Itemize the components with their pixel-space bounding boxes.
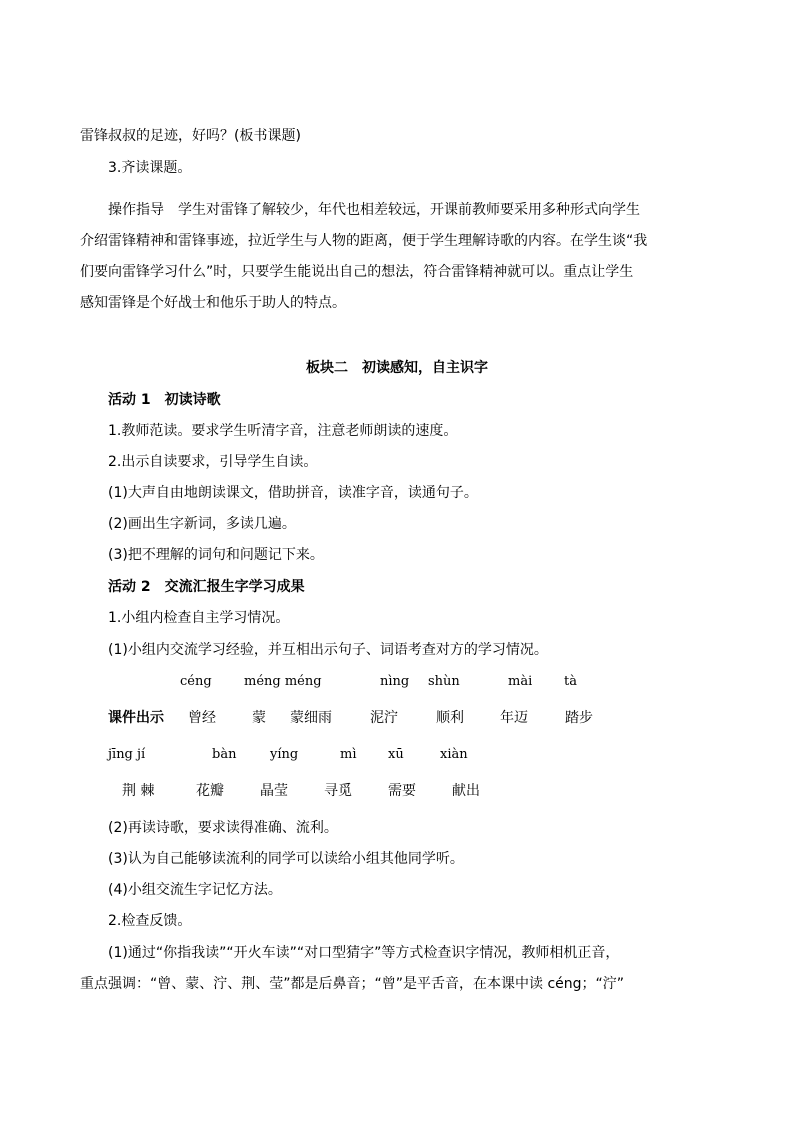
pinyin: xiàn [440, 747, 468, 762]
pinyin: shùn [428, 674, 460, 689]
pinyin: céng [180, 674, 212, 689]
list-item: (1)大声自由地朗读课文，借助拼音，读准字音，读通句子。 [108, 485, 478, 501]
section-title: 板块二 初读感知，自主识字 [306, 360, 488, 376]
list-item: (2)再读诗歌，要求读得准确、流利。 [108, 820, 338, 836]
guide-line: 感知雷锋是个好战士和他乐于助人的特点。 [80, 295, 346, 311]
pinyin: mì [340, 747, 357, 762]
list-item: 2.检查反馈。 [108, 913, 192, 929]
guide-line [108, 200, 640, 220]
vocab-word: 献出 [452, 783, 480, 799]
pinyin: mài [508, 674, 533, 689]
list-item: (4)小组交流生字记忆方法。 [108, 882, 282, 898]
vocab-word: 蒙 [252, 710, 266, 726]
vocab-row [0, 781, 794, 803]
vocab-word: 晶莹 [260, 783, 288, 799]
pinyin-row [0, 672, 794, 694]
list-item: (2)画出生字新词，多读几遍。 [108, 516, 296, 532]
activity-title: 活动 2 交流汇报生字学习成果 [108, 579, 305, 595]
vocab-word: 踏步 [565, 710, 593, 726]
pinyin: bàn [212, 747, 237, 762]
list-item: 重点强调：“曾、蒙、泞、荆、莹”都是后鼻音；“曾”是平舌音，在本课中读 céng；“泞” [80, 976, 625, 992]
activity-title: 活动 1 初读诗歌 [108, 392, 221, 408]
text-line: 3.齐读课题。 [108, 160, 192, 176]
text-line: 雷锋叔叔的足迹，好吗？(板书课题) [80, 128, 301, 144]
vocab-word: 花瓣 [196, 783, 224, 799]
vocab-word: 需要 [388, 783, 416, 799]
vocab-word: 寻觅 [324, 783, 352, 799]
pinyin: jīng jí [108, 747, 146, 762]
guide-line: 们要向雷锋学习什么”时，只要学生能说出自己的想法，符合雷锋精神就可以。重点让学生 [80, 264, 634, 280]
guide-line: 介绍雷锋精神和雷锋事迹，拉近学生与人物的距离，便于学生理解诗歌的内容。在学生谈“我 [80, 233, 648, 249]
vocab-word: 曾经 [188, 710, 216, 726]
pinyin: nìng [380, 674, 410, 689]
pinyin-row [0, 745, 794, 767]
courseware-label: 课件出示 [108, 710, 164, 726]
pinyin: yíng [270, 747, 299, 762]
vocab-word: 蒙细雨 [290, 710, 332, 726]
vocab-word: 荆 棘 [122, 783, 155, 799]
guide-label: 操作指导 [108, 202, 164, 218]
list-item: (1)小组内交流学习经验，并互相出示句子、词语考查对方的学习情况。 [108, 642, 548, 658]
list-item: 1.小组内检查自主学习情况。 [108, 610, 290, 626]
vocab-word: 泥泞 [370, 710, 398, 726]
list-item: 1.教师范读。要求学生听清字音，注意老师朗读的速度。 [108, 423, 458, 439]
list-item: (3)认为自己能够读流利的同学可以读给小组其他同学听。 [108, 851, 464, 867]
guide-text: 学生对雷锋了解较少，年代也相差较远，开课前教师要采用多种形式向学生 [178, 202, 640, 218]
pinyin: tà [564, 674, 577, 689]
vocab-row [0, 708, 794, 730]
pinyin: xū [388, 747, 404, 762]
list-item: (1)通过“你指我读”“开火车读”“对口型猜字”等方式检查识字情况，教师相机正音， [108, 945, 620, 961]
pinyin: méng méng [244, 674, 322, 689]
vocab-word: 年迈 [500, 710, 528, 726]
vocab-word: 顺利 [436, 710, 464, 726]
list-item: (3)把不理解的词句和问题记下来。 [108, 547, 324, 563]
list-item: 2.出示自读要求，引导学生自读。 [108, 454, 318, 470]
